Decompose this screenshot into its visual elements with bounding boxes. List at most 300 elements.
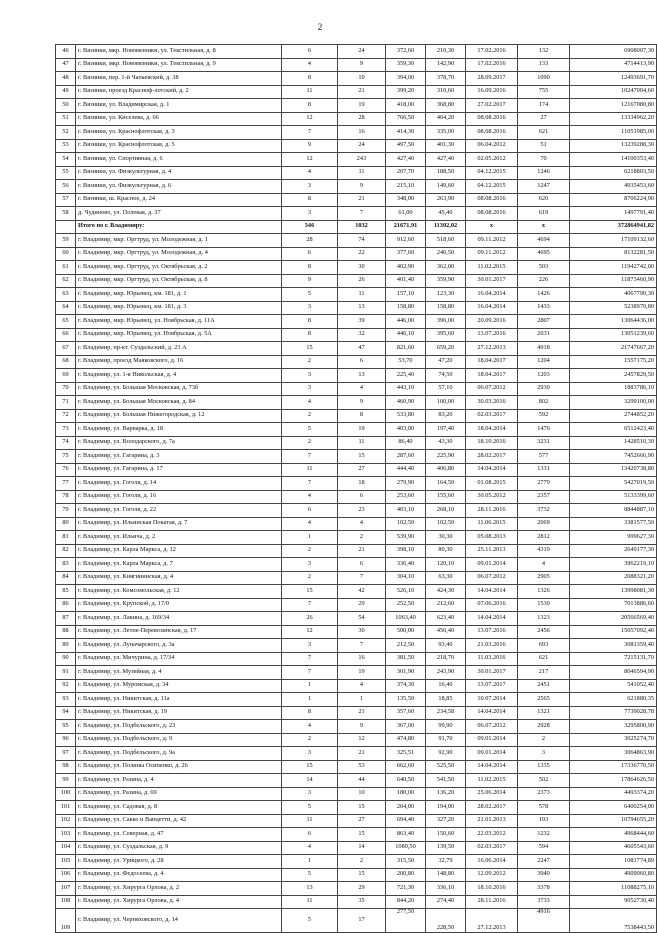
row-number-cell: 109 <box>56 909 76 933</box>
registration-number-cell: 802 <box>518 396 570 410</box>
address-cell: г. Владимир, ул. Разина, д. 69 <box>76 787 282 801</box>
date-cell: 09.11.2012 <box>466 234 518 248</box>
count-1-cell: 4 <box>282 490 338 504</box>
registration-number-cell: 502 <box>518 774 570 788</box>
table-row <box>56 666 657 680</box>
registration-number-cell: 2031 <box>518 328 570 342</box>
area-cell: 268,10 <box>426 504 466 518</box>
address-cell: г. Вязники, проезд Красноф-лотский, д. 2 <box>76 85 282 99</box>
area-cell: 11302,02 <box>426 220 466 234</box>
table-row <box>56 355 657 369</box>
registration-number-cell: 217 <box>518 666 570 680</box>
count-2-cell: 28 <box>338 112 386 126</box>
area-total-cell: 53,70 <box>386 355 426 369</box>
amount-cell: 8844887,10 <box>570 504 657 518</box>
date-cell: 10.07.2014 <box>466 693 518 707</box>
date-cell: 04.12.2015 <box>466 166 518 180</box>
count-2-cell: 16 <box>338 126 386 140</box>
count-2-cell: 15 <box>338 868 386 882</box>
area-cell: 659,20 <box>426 342 466 356</box>
row-number-cell: 73 <box>56 423 76 437</box>
area-cell: 274,40 <box>426 895 466 909</box>
area-cell: 362,00 <box>426 261 466 275</box>
area-total-cell: 403,00 <box>386 423 426 437</box>
amount-cell: 3025274,70 <box>570 733 657 747</box>
count-1-cell: 5 <box>282 423 338 437</box>
address-cell: г. Владимир, мкр. Оргтруд, ул. Октябрьская, д. 2 <box>76 261 282 275</box>
area-total-cell: 497,50 <box>386 139 426 153</box>
table-row <box>56 720 657 734</box>
address-cell: г. Владимир, ул. Сакко и Ванцетти, д. 42 <box>76 814 282 828</box>
area-cell: 395,60 <box>426 328 466 342</box>
amount-cell: 1497791,40 <box>570 207 657 221</box>
count-2-cell: 9 <box>338 720 386 734</box>
count-1-cell: 5 <box>282 801 338 815</box>
count-2-cell: 14 <box>338 841 386 855</box>
area-total-cell: 277,50 <box>386 909 426 933</box>
amount-cell: 11942742,00 <box>570 261 657 275</box>
amount-cell: 6512423,40 <box>570 423 657 437</box>
amount-cell: 541052,40 <box>570 679 657 693</box>
registration-number-cell: 1426 <box>518 288 570 302</box>
amount-cell: 621880,35 <box>570 693 657 707</box>
area-cell: 541,50 <box>426 774 466 788</box>
area-total-cell: 372,60 <box>386 45 426 59</box>
date-cell: 16.06.2014 <box>466 855 518 869</box>
date-cell: 14.04.2014 <box>466 760 518 774</box>
address-cell: г. Владимир, ул. Урицкого, д. 28 <box>76 855 282 869</box>
area-total-cell: 500,00 <box>386 625 426 639</box>
row-number-cell: 76 <box>56 463 76 477</box>
amount-cell: 5133399,60 <box>570 490 657 504</box>
count-2-cell: 44 <box>338 774 386 788</box>
area-total-cell: 474,80 <box>386 733 426 747</box>
area-cell: 246,50 <box>426 247 466 261</box>
area-cell: 212,60 <box>426 598 466 612</box>
count-2-cell: 21 <box>338 706 386 720</box>
registration-number-cell: 3 <box>518 747 570 761</box>
date-cell: 09.01.2014 <box>466 558 518 572</box>
address-cell: г. Вязники, пер. 1-й Чапаевский, д. 38 <box>76 72 282 86</box>
table-row <box>56 207 657 221</box>
registration-number-cell: 4319 <box>518 544 570 558</box>
amount-cell: 7215131,70 <box>570 652 657 666</box>
registration-number-cell: 594 <box>518 841 570 855</box>
registration-number-cell: 4918 <box>518 342 570 356</box>
count-1-cell: 3 <box>282 180 338 194</box>
registration-number-cell: 2069 <box>518 517 570 531</box>
row-number-cell: 88 <box>56 625 76 639</box>
area-total-cell: 912,60 <box>386 234 426 248</box>
amount-cell: 2744852,20 <box>570 409 657 423</box>
address-cell: г. Владимир, ул. Северная, д. 47 <box>76 828 282 842</box>
table-row <box>56 72 657 86</box>
registration-number-cell: 2357 <box>518 490 570 504</box>
date-cell: 18.04.2017 <box>466 369 518 383</box>
amount-cell: 6218803,50 <box>570 166 657 180</box>
row-number-cell: 104 <box>56 841 76 855</box>
area-total-cell: 446,00 <box>386 315 426 329</box>
row-number-cell: 46 <box>56 45 76 59</box>
count-1-cell: 9 <box>282 139 338 153</box>
date-cell: 14.04.2014 <box>466 706 518 720</box>
row-number-cell: 62 <box>56 274 76 288</box>
count-2-cell: 17 <box>338 909 386 933</box>
count-1-cell: 11 <box>282 85 338 99</box>
count-1-cell: 7 <box>282 652 338 666</box>
amount-cell: 13064436,00 <box>570 315 657 329</box>
amount-cell: 2649177,30 <box>570 544 657 558</box>
address-cell: г. Владимир, ул. Хирурга Орлова, д. 2 <box>76 882 282 896</box>
amount-cell: 4909060,80 <box>570 868 657 882</box>
count-2-cell: 7 <box>338 639 386 653</box>
table-row <box>56 801 657 815</box>
registration-number-cell: 3231 <box>518 436 570 450</box>
address-cell: г. Владимир, проезд Маяковского, д. 16 <box>76 355 282 369</box>
area-cell: 336,10 <box>426 882 466 896</box>
count-2-cell: 26 <box>338 274 386 288</box>
count-1-cell: 2 <box>282 571 338 585</box>
area-total-cell: 533,80 <box>386 409 426 423</box>
area-total-cell: 279,90 <box>386 477 426 491</box>
area-cell: 45,40 <box>426 207 466 221</box>
row-number-cell: 89 <box>56 639 76 653</box>
amount-cell: 13334962,20 <box>570 112 657 126</box>
area-total-cell: 215,10 <box>386 180 426 194</box>
count-2-cell: 23 <box>338 504 386 518</box>
table-row <box>56 706 657 720</box>
address-cell: г. Владимир, мкр. Оргтруд, ул. Октябрьская, д. 8 <box>76 274 282 288</box>
area-total-cell: 204,00 <box>386 801 426 815</box>
area-cell: 74,50 <box>426 369 466 383</box>
count-2-cell: 35 <box>338 895 386 909</box>
table-row <box>56 396 657 410</box>
count-1-cell: 7 <box>282 126 338 140</box>
count-1-cell: 2 <box>282 355 338 369</box>
area-total-cell: 357,60 <box>386 706 426 720</box>
area-cell: 80,30 <box>426 544 466 558</box>
date-cell: 06.04.2012 <box>466 139 518 153</box>
count-1-cell: 3 <box>282 787 338 801</box>
area-total-cell: 287,60 <box>386 450 426 464</box>
amount-cell: 3295800,90 <box>570 720 657 734</box>
table-row <box>56 436 657 450</box>
address-cell: г. Владимир, мкр. Оргтруд, ул. Молодежная, д. 4 <box>76 247 282 261</box>
count-1-cell: 8 <box>282 315 338 329</box>
count-1-cell: 8 <box>282 72 338 86</box>
table-row <box>56 45 657 59</box>
registration-number-cell: 1476 <box>518 423 570 437</box>
count-2-cell: 4 <box>338 679 386 693</box>
count-1-cell: 2 <box>282 436 338 450</box>
count-1-cell: 9 <box>282 274 338 288</box>
row-number-cell: 58 <box>56 207 76 221</box>
area-total-cell: 252,50 <box>386 598 426 612</box>
registration-number-cell: 1246 <box>518 166 570 180</box>
area-total-cell: 381,50 <box>386 652 426 666</box>
amount-cell: 20566569,40 <box>570 612 657 626</box>
date-cell: 08.08.2016 <box>466 207 518 221</box>
address-cell: г. Владимир, ул. 1-я Никольская, д. 4 <box>76 369 282 383</box>
area-total-cell: 539,90 <box>386 531 426 545</box>
amount-cell: 12493691,70 <box>570 72 657 86</box>
address-cell: г. Владимир, ул. Никитская, д. 11а <box>76 693 282 707</box>
address-cell: г. Вязники, ул. Киселева, д. 66 <box>76 112 282 126</box>
area-cell: 150,60 <box>426 828 466 842</box>
table-row <box>56 288 657 302</box>
address-cell: г. Владимир, ул. Федосеева, д. 4 <box>76 868 282 882</box>
amount-cell: 4493374,20 <box>570 787 657 801</box>
registration-number-cell: 1321 <box>518 706 570 720</box>
table-row <box>56 841 657 855</box>
area-cell: 16,40 <box>426 679 466 693</box>
registration-number-cell: 2905 <box>518 571 570 585</box>
row-number-cell: 57 <box>56 193 76 207</box>
area-total-cell: 377,60 <box>386 247 426 261</box>
date-cell: 27.12.2013 <box>466 342 518 356</box>
amount-cell: 7452666,90 <box>570 450 657 464</box>
count-1-cell: 3 <box>282 207 338 221</box>
count-1-cell: 26 <box>282 612 338 626</box>
row-number-cell: 75 <box>56 450 76 464</box>
table-row <box>56 247 657 261</box>
count-1-cell: 346 <box>282 220 338 234</box>
count-2-cell: 4 <box>338 517 386 531</box>
count-1-cell: 11 <box>282 463 338 477</box>
count-1-cell: 11 <box>282 895 338 909</box>
amount-cell: 999627,30 <box>570 531 657 545</box>
area-total-cell: 359,30 <box>386 58 426 72</box>
count-1-cell: 8 <box>282 99 338 113</box>
address-cell: г. Вязники, ш. Красное, д. 24 <box>76 193 282 207</box>
page-number: 2 <box>317 22 323 32</box>
amount-cell: 7013886,60 <box>570 598 657 612</box>
area-cell: 102,50 <box>426 517 466 531</box>
count-1-cell: 14 <box>282 774 338 788</box>
area-cell: 91,70 <box>426 733 466 747</box>
area-cell: 401,30 <box>426 139 466 153</box>
row-number-cell: 49 <box>56 85 76 99</box>
address-cell: г. Владимир, ул. Подбельского, д. 23 <box>76 720 282 734</box>
area-total-cell: 200,80 <box>386 868 426 882</box>
area-cell: 359,90 <box>426 274 466 288</box>
count-1-cell: 3 <box>282 639 338 653</box>
count-2-cell: 15 <box>338 828 386 842</box>
amount-cell: 8132281,50 <box>570 247 657 261</box>
area-total-cell: 304,10 <box>386 571 426 585</box>
area-cell: 396,00 <box>426 315 466 329</box>
registration-number-cell: 2 <box>518 733 570 747</box>
amount-cell: 1428510,30 <box>570 436 657 450</box>
area-cell: 218,70 <box>426 652 466 666</box>
count-1-cell: 5 <box>282 909 338 933</box>
registry-table <box>55 44 657 933</box>
address-cell: г. Владимир, ул. Разина, д. 4 <box>76 774 282 788</box>
row-number-cell: 93 <box>56 693 76 707</box>
table-row <box>56 639 657 653</box>
row-number-cell: 85 <box>56 585 76 599</box>
registration-number-cell: 621 <box>518 126 570 140</box>
date-cell: 05.08.2013 <box>466 531 518 545</box>
area-cell: 335,00 <box>426 126 466 140</box>
area-total-cell: 844,20 <box>386 895 426 909</box>
count-2-cell: 24 <box>338 45 386 59</box>
area-total-cell: 225,40 <box>386 369 426 383</box>
amount-cell: 17864626,50 <box>570 774 657 788</box>
area-cell: 194,00 <box>426 801 466 815</box>
registration-number-cell: 3940 <box>518 868 570 882</box>
count-1-cell: 1 <box>282 855 338 869</box>
count-2-cell: 21 <box>338 544 386 558</box>
area-cell: 310,60 <box>426 85 466 99</box>
registration-number-cell: 1530 <box>518 598 570 612</box>
count-1-cell: 12 <box>282 153 338 167</box>
count-1-cell: 1 <box>282 531 338 545</box>
registration-number-cell: 2930 <box>518 382 570 396</box>
table-row <box>56 261 657 275</box>
count-2-cell: 9 <box>338 180 386 194</box>
count-2-cell: 21 <box>338 747 386 761</box>
count-1-cell: 2 <box>282 544 338 558</box>
count-2-cell: 22 <box>338 247 386 261</box>
registration-number-cell: 1323 <box>518 612 570 626</box>
registration-number-cell: 1247 <box>518 180 570 194</box>
row-number-cell: 83 <box>56 558 76 572</box>
area-cell: 123,30 <box>426 288 466 302</box>
count-2-cell: 1032 <box>338 220 386 234</box>
area-cell: 525,50 <box>426 760 466 774</box>
date-cell: 08.08.2016 <box>466 126 518 140</box>
date-cell: 13.07.2016 <box>466 625 518 639</box>
amount-cell: 4067790,30 <box>570 288 657 302</box>
count-2-cell: 11 <box>338 436 386 450</box>
amount-cell: 3299100,00 <box>570 396 657 410</box>
address-cell: г. Владимир, ул. Гагарина, д. 3 <box>76 450 282 464</box>
registration-number-cell: 1335 <box>518 760 570 774</box>
table-row <box>56 855 657 869</box>
count-1-cell: 8 <box>282 706 338 720</box>
registration-number-cell: 578 <box>518 801 570 815</box>
row-number-cell: 108 <box>56 895 76 909</box>
count-1-cell: 1 <box>282 679 338 693</box>
area-total-cell: 394,00 <box>386 72 426 86</box>
area-total-cell: 374,30 <box>386 679 426 693</box>
address-cell: г. Владимир, ул. Княгининская, д. 4 <box>76 571 282 585</box>
count-2-cell: 7 <box>338 207 386 221</box>
area-total-cell: 21671,91 <box>386 220 426 234</box>
row-number-cell: 51 <box>56 112 76 126</box>
count-1-cell: 4 <box>282 841 338 855</box>
row-number-cell: 74 <box>56 436 76 450</box>
registration-number-cell: 4 <box>518 558 570 572</box>
date-cell: 30.01.2017 <box>466 666 518 680</box>
table-row <box>56 166 657 180</box>
amount-cell: 21747667,20 <box>570 342 657 356</box>
table-row <box>56 423 657 437</box>
table-row <box>56 301 657 315</box>
area-total-cell: 640,50 <box>386 774 426 788</box>
count-1-cell: 7 <box>282 477 338 491</box>
address-cell: г. Владимир, ул. Мичурина, д. 17/34 <box>76 652 282 666</box>
address-cell: г. Владимир, ул. Муромская, д. 34 <box>76 679 282 693</box>
row-number-cell: 68 <box>56 355 76 369</box>
area-total-cell: 102,50 <box>386 517 426 531</box>
table-row <box>56 342 657 356</box>
area-total-cell: 325,51 <box>386 747 426 761</box>
count-1-cell: 15 <box>282 585 338 599</box>
row-number-cell: 99 <box>56 774 76 788</box>
row-number-cell: 79 <box>56 504 76 518</box>
table-row <box>56 153 657 167</box>
row-number-cell: 98 <box>56 760 76 774</box>
count-2-cell: 16 <box>338 652 386 666</box>
amount-cell: 13420738,80 <box>570 463 657 477</box>
date-cell: 11.02.2015 <box>466 774 518 788</box>
date-cell: 08.08.2016 <box>466 193 518 207</box>
table-row <box>56 882 657 896</box>
registration-number-cell: 132 <box>518 45 570 59</box>
row-number-cell: 72 <box>56 409 76 423</box>
registration-number-cell: 1232 <box>518 828 570 842</box>
amount-cell: 1081774,89 <box>570 855 657 869</box>
table-row <box>56 477 657 491</box>
date-cell: 27.12.2013 <box>466 909 518 933</box>
amount-cell: 9052730,40 <box>570 895 657 909</box>
address-cell: г. Владимир, ул. Музейная, д. 4 <box>76 666 282 680</box>
registration-number-cell: 503 <box>518 261 570 275</box>
registration-number-cell: 2565 <box>518 693 570 707</box>
count-1-cell: 8 <box>282 193 338 207</box>
count-2-cell: 21 <box>338 193 386 207</box>
count-1-cell: 1 <box>282 693 338 707</box>
address-cell: г. Вязники, мкр. Нововязники, ул. Текстильная, д. 9 <box>76 58 282 72</box>
area-total-cell: 427,40 <box>386 153 426 167</box>
area-total-cell: 367,00 <box>386 720 426 734</box>
amount-cell: 7739028,78 <box>570 706 657 720</box>
area-cell: 99,90 <box>426 720 466 734</box>
registration-number-cell: 4695 <box>518 247 570 261</box>
area-total-cell: 399,20 <box>386 85 426 99</box>
address-cell: г. Вязники, ул. Физкультурная, д. 4 <box>76 166 282 180</box>
registration-number-cell: 621 <box>518 652 570 666</box>
area-cell: 63,30 <box>426 571 466 585</box>
table-row <box>56 504 657 518</box>
registration-number-cell: 70 <box>518 153 570 167</box>
row-number-cell: 48 <box>56 72 76 86</box>
registration-number-cell: 2779 <box>518 477 570 491</box>
count-1-cell: 3 <box>282 382 338 396</box>
count-2-cell: 19 <box>338 423 386 437</box>
summary-row <box>56 220 657 234</box>
area-cell: 120,10 <box>426 558 466 572</box>
registration-number-cell: 2373 <box>518 787 570 801</box>
count-2-cell: 15 <box>338 801 386 815</box>
address-cell: г. Вязники, ул. Краснофлотская, д. 5 <box>76 139 282 153</box>
row-number-cell: 47 <box>56 58 76 72</box>
registration-number-cell: 4916 <box>518 909 570 933</box>
address-cell: г. Владимир, ул. Большая Московская, д. 73б <box>76 382 282 396</box>
area-cell: 100,00 <box>426 396 466 410</box>
date-cell: 30.05.2012 <box>466 490 518 504</box>
count-1-cell: 15 <box>282 760 338 774</box>
address-cell: г. Владимир, ул. Подбельского, д. 9а <box>76 747 282 761</box>
area-cell: 158,80 <box>426 301 466 315</box>
area-cell: 93,40 <box>426 639 466 653</box>
area-cell: 43,30 <box>426 436 466 450</box>
area-total-cell: 212,50 <box>386 639 426 653</box>
count-2-cell: 13 <box>338 301 386 315</box>
count-2-cell: 30 <box>338 261 386 275</box>
